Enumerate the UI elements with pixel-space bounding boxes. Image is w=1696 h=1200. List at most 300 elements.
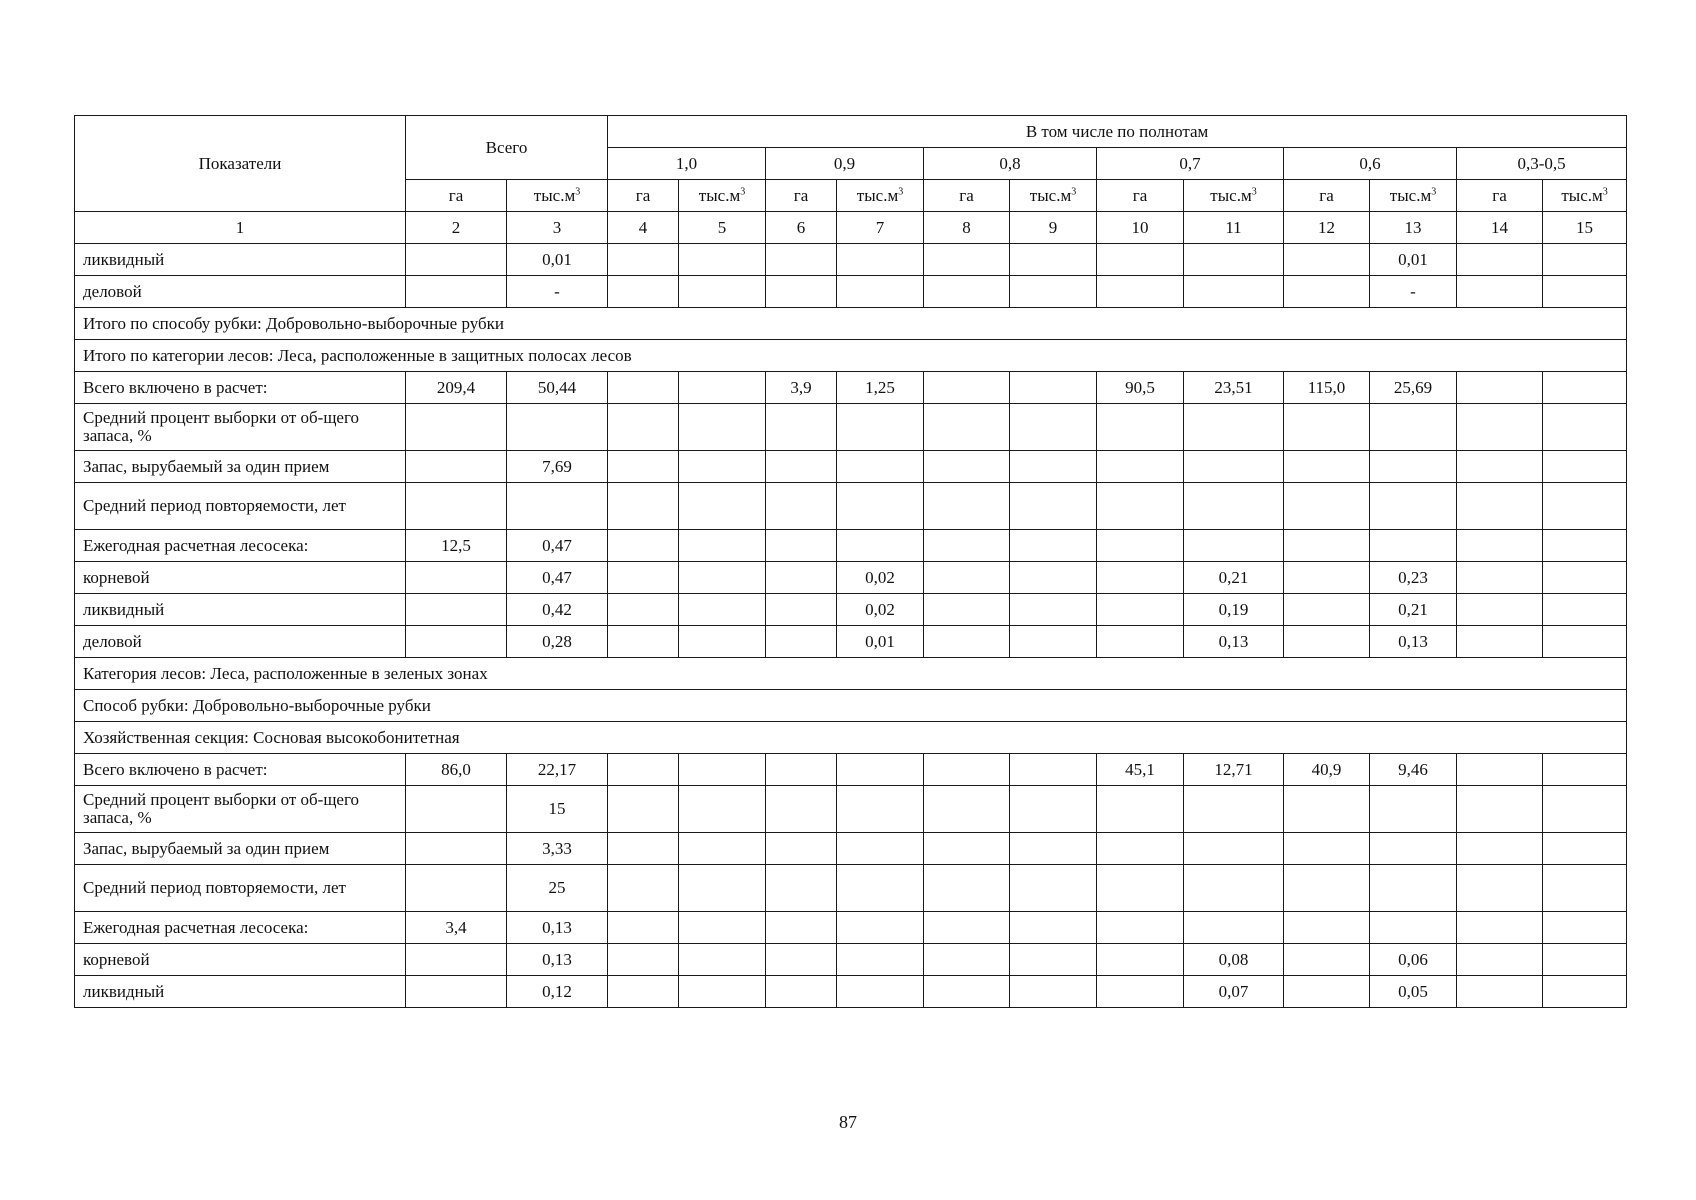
table-cell [924,372,1010,404]
table-cell [406,562,507,594]
table-cell [766,912,837,944]
table-cell [766,594,837,626]
table-cell [1010,865,1097,912]
table-cell [1010,451,1097,483]
table-cell [1097,483,1184,530]
table-cell [924,404,1010,451]
table-cell: 7,69 [507,451,608,483]
table-cell: 50,44 [507,372,608,404]
table-row [75,626,1627,658]
table-cell: 25,69 [1370,372,1457,404]
table-cell [1284,833,1370,865]
section-title: Итого по способу рубки: Добровольно-выборочные рубки [75,308,1627,340]
table-cell [1097,244,1184,276]
unit-volume-header: $тыс.м^3$ [1010,180,1097,212]
table-cell: 0,13 [507,944,608,976]
table-row [75,483,1627,530]
table-row [75,244,1627,276]
table-cell: 0,07 [1184,976,1284,1008]
table-cell [679,483,766,530]
table-cell: 3,33 [507,833,608,865]
table-cell: 0,13 [1184,626,1284,658]
table-cell [1457,404,1543,451]
table-row [75,276,1627,308]
table-cell [1097,594,1184,626]
table-cell [924,976,1010,1008]
table-cell [837,530,924,562]
table-cell [1457,530,1543,562]
table-cell [837,244,924,276]
row-label: Средний период повторяемости, лет [75,483,406,530]
table-cell [1097,865,1184,912]
table-cell [837,912,924,944]
table-cell [1457,976,1543,1008]
table-row [75,786,1627,833]
table-cell [406,483,507,530]
unit-ha-header: га [1284,180,1370,212]
table-cell [924,451,1010,483]
table-cell [406,865,507,912]
unit-volume-header: $тыс.м^3$ [1184,180,1284,212]
table-cell [1457,865,1543,912]
table-cell [1184,833,1284,865]
table-cell [1010,944,1097,976]
unit-ha-header: га [1457,180,1543,212]
table-cell [1543,404,1627,451]
table-cell: 0,02 [837,594,924,626]
table-cell [608,786,679,833]
table-cell [924,483,1010,530]
table-row [75,594,1627,626]
table-cell [1097,404,1184,451]
row-label: корневой [75,944,406,976]
table-cell [1184,530,1284,562]
page-number: 87 [839,1112,857,1132]
table-cell [1184,865,1284,912]
column-number: 7 [837,212,924,244]
table-cell [1184,483,1284,530]
unit-volume-header: $тыс.м^3$ [1543,180,1627,212]
unit-volume-header: $тыс.м^3$ [1370,180,1457,212]
table-header [75,116,1627,244]
table-cell [1284,626,1370,658]
table-cell [1010,372,1097,404]
table-cell [1457,754,1543,786]
table-cell [837,976,924,1008]
table-cell [1184,451,1284,483]
table-cell [1543,865,1627,912]
table-cell [924,626,1010,658]
column-number: 5 [679,212,766,244]
table-cell [766,786,837,833]
table-cell [1543,976,1627,1008]
table-cell [766,530,837,562]
column-number-row [75,212,1627,244]
table-cell: 0,47 [507,562,608,594]
table-cell [924,276,1010,308]
table-cell [608,976,679,1008]
table-cell [1184,912,1284,944]
table-cell [679,372,766,404]
table-row [75,912,1627,944]
header-total: Всего [406,116,608,180]
table-cell [766,244,837,276]
unit-ha-header: га [1097,180,1184,212]
table-cell [1010,754,1097,786]
row-label: Средний период повторяемости, лет [75,865,406,912]
table-cell [1184,404,1284,451]
table-cell [766,626,837,658]
row-label: Всего включено в расчет: [75,372,406,404]
table-cell [1284,976,1370,1008]
table-row [75,976,1627,1008]
section-title: Хозяйственная секция: Сосновая высокобонитетная [75,722,1627,754]
section-row [75,658,1627,690]
table-cell [766,562,837,594]
table-row [75,562,1627,594]
table-cell [766,404,837,451]
density-header: 0,8 [924,148,1097,180]
table-cell [1097,786,1184,833]
table-cell [766,944,837,976]
table-cell: 0,01 [1370,244,1457,276]
table-cell: 3,4 [406,912,507,944]
table-cell [766,451,837,483]
table-cell [1457,786,1543,833]
table-cell [1543,626,1627,658]
table-cell [837,483,924,530]
table-cell [608,865,679,912]
table-cell: 0,01 [837,626,924,658]
table-cell: - [1370,276,1457,308]
table-cell [1543,754,1627,786]
table-cell [679,562,766,594]
unit-ha-header: га [924,180,1010,212]
table-cell [1457,451,1543,483]
table-cell [1370,530,1457,562]
table-cell [608,451,679,483]
column-number: 4 [608,212,679,244]
table-cell [406,244,507,276]
density-header: 0,7 [1097,148,1284,180]
table-cell [924,865,1010,912]
section-title: Итого по категории лесов: Леса, расположенные в защитных полосах лесов [75,340,1627,372]
table-cell [837,865,924,912]
table-cell [1097,530,1184,562]
column-number: 6 [766,212,837,244]
table-cell: 0,13 [507,912,608,944]
row-label: Всего включено в расчет: [75,754,406,786]
table-cell [1370,912,1457,944]
table-cell [608,562,679,594]
table-cell [406,594,507,626]
table-cell [406,786,507,833]
unit-volume-header: $тыс.м^3$ [837,180,924,212]
table-cell: 0,23 [1370,562,1457,594]
table-cell [1010,833,1097,865]
table-cell [924,594,1010,626]
table-cell [679,594,766,626]
table-cell [766,483,837,530]
table-cell: - [507,276,608,308]
table-cell [406,833,507,865]
table-row [75,754,1627,786]
table-cell [406,276,507,308]
table-cell [1543,483,1627,530]
density-header: 0,3-0,5 [1457,148,1627,180]
unit-volume-header: $тыс.м^3$ [679,180,766,212]
table-cell [924,562,1010,594]
table-cell [924,530,1010,562]
table-cell [1010,626,1097,658]
table-cell [766,754,837,786]
table-cell [608,944,679,976]
table-cell [679,976,766,1008]
table-cell [679,944,766,976]
table-cell: 45,1 [1097,754,1184,786]
table-cell: 86,0 [406,754,507,786]
table-cell [1097,626,1184,658]
section-title: Категория лесов: Леса, расположенные в зеленых зонах [75,658,1627,690]
table-cell [608,833,679,865]
column-number: 15 [1543,212,1627,244]
table-cell [608,754,679,786]
table-cell: 12,71 [1184,754,1284,786]
table-cell [1543,833,1627,865]
density-header: 0,9 [766,148,924,180]
table-cell: 0,28 [507,626,608,658]
table-cell [1184,786,1284,833]
table-cell [608,276,679,308]
row-label: Ежегодная расчетная лесосека: [75,530,406,562]
column-number: 8 [924,212,1010,244]
table-cell [1370,451,1457,483]
table-cell: 12,5 [406,530,507,562]
table-cell: 0,13 [1370,626,1457,658]
table-row [75,530,1627,562]
table-cell: 0,21 [1370,594,1457,626]
column-number: 2 [406,212,507,244]
table-cell: 40,9 [1284,754,1370,786]
table-cell [679,754,766,786]
table-cell [679,451,766,483]
table-cell [679,626,766,658]
table-cell [1457,562,1543,594]
table-cell [1284,244,1370,276]
section-title: Способ рубки: Добровольно-выборочные рубки [75,690,1627,722]
table-cell [608,404,679,451]
table-cell [679,276,766,308]
table-cell: 0,42 [507,594,608,626]
table-cell [924,944,1010,976]
table-cell [608,626,679,658]
table-cell [608,483,679,530]
table-cell [1010,530,1097,562]
table-cell [679,786,766,833]
row-label: ликвидный [75,594,406,626]
table-cell: 0,47 [507,530,608,562]
table-row [75,833,1627,865]
table-cell [1543,451,1627,483]
table-cell [1010,976,1097,1008]
table-cell: 22,17 [507,754,608,786]
table-cell [1097,912,1184,944]
row-label: ликвидный [75,244,406,276]
table-cell [766,976,837,1008]
table-cell [1184,276,1284,308]
table-cell [1284,562,1370,594]
table-row [75,944,1627,976]
table-cell [1457,372,1543,404]
table-cell [1097,976,1184,1008]
table-cell [1457,594,1543,626]
table-cell [1010,483,1097,530]
table-cell [924,833,1010,865]
table-cell [1010,594,1097,626]
table-cell [1010,786,1097,833]
table-cell [1457,833,1543,865]
column-number: 3 [507,212,608,244]
table-cell [679,244,766,276]
table-cell [1284,483,1370,530]
table-cell: 0,05 [1370,976,1457,1008]
section-row [75,340,1627,372]
section-row [75,722,1627,754]
table-cell [608,372,679,404]
table-cell [1010,562,1097,594]
table-cell: 23,51 [1184,372,1284,404]
table-cell [1097,562,1184,594]
table-cell [1010,912,1097,944]
table-cell: 0,21 [1184,562,1284,594]
table-cell [1097,451,1184,483]
table-cell [1284,912,1370,944]
table-cell [1457,912,1543,944]
table-cell [837,944,924,976]
table-cell [1457,626,1543,658]
table-cell [1284,786,1370,833]
table-cell [1284,944,1370,976]
row-label: Запас, вырубаемый за один прием [75,833,406,865]
table-cell [837,833,924,865]
table-cell [1543,912,1627,944]
table-cell [1543,786,1627,833]
table-cell [1370,786,1457,833]
table-cell [1543,944,1627,976]
table-cell [1097,833,1184,865]
row-label: Средний процент выборки от об-щего запаса, % [75,786,406,833]
column-number: 13 [1370,212,1457,244]
table-cell: 9,46 [1370,754,1457,786]
table-cell [679,865,766,912]
row-label: деловой [75,276,406,308]
table-cell [1370,404,1457,451]
table-cell [406,404,507,451]
table-cell: 3,9 [766,372,837,404]
table-cell [406,976,507,1008]
table-cell [924,786,1010,833]
table-cell [1010,276,1097,308]
table-cell [837,276,924,308]
table-cell [406,626,507,658]
table-cell [679,833,766,865]
header-indicators: Показатели [75,116,406,212]
table-row [75,865,1627,912]
table-cell: 90,5 [1097,372,1184,404]
table-cell [1543,562,1627,594]
table-body [75,244,1627,1008]
table-cell [1543,594,1627,626]
table-cell [1010,244,1097,276]
table-cell: 0,08 [1184,944,1284,976]
table-cell [1284,594,1370,626]
table-cell [837,754,924,786]
table-cell: 0,02 [837,562,924,594]
table-cell: 0,01 [507,244,608,276]
table-cell [924,754,1010,786]
row-label: Средний процент выборки от об-щего запаса, % [75,404,406,451]
section-row [75,690,1627,722]
table-cell [1097,944,1184,976]
table-cell [608,530,679,562]
column-number: 11 [1184,212,1284,244]
table-cell [1097,276,1184,308]
table-cell: 0,12 [507,976,608,1008]
table-cell [1284,530,1370,562]
column-number: 14 [1457,212,1543,244]
header-by-density: В том числе по полнотам [608,116,1627,148]
unit-ha-header: га [608,180,679,212]
density-header: 0,6 [1284,148,1457,180]
table-cell [924,244,1010,276]
table-cell [1184,244,1284,276]
table-cell [1010,404,1097,451]
column-number: 1 [75,212,406,244]
table-cell: 0,06 [1370,944,1457,976]
table-cell [1284,276,1370,308]
unit-ha-header: га [406,180,507,212]
table-cell [924,912,1010,944]
row-label: Ежегодная расчетная лесосека: [75,912,406,944]
section-row [75,308,1627,340]
forest-felling-table [74,115,1627,1008]
table-cell [1543,372,1627,404]
row-label: корневой [75,562,406,594]
column-number: 9 [1010,212,1097,244]
table-cell: 209,4 [406,372,507,404]
table-cell [507,404,608,451]
table-cell [1284,451,1370,483]
table-cell [507,483,608,530]
row-label: Запас, вырубаемый за один прием [75,451,406,483]
table-cell [766,276,837,308]
table-cell [406,944,507,976]
table-cell [1457,276,1543,308]
table-cell [1457,944,1543,976]
table-cell [837,404,924,451]
table-cell [1543,530,1627,562]
table-row [75,451,1627,483]
table-row [75,372,1627,404]
column-number: 10 [1097,212,1184,244]
unit-ha-header: га [766,180,837,212]
table-cell [608,912,679,944]
density-header: 1,0 [608,148,766,180]
table-cell [679,912,766,944]
table-cell [837,451,924,483]
table-cell [608,244,679,276]
table-cell [1457,483,1543,530]
